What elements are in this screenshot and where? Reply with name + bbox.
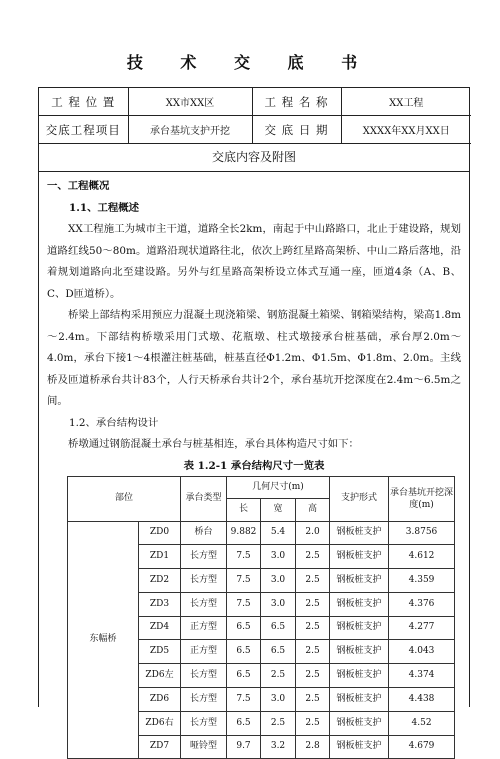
item-label: 交底工程项目: [39, 116, 128, 144]
width-cell: 2.5: [261, 711, 296, 735]
heading-project-overview: 1.1、工程概述: [47, 198, 461, 220]
support-cell: 钢板桩支护: [330, 640, 389, 664]
cap-type-cell: 长方型: [181, 688, 227, 712]
length-cell: 7.5: [227, 688, 261, 712]
location-value: XX市XX区: [128, 88, 252, 116]
height-cell: 2.5: [296, 592, 330, 616]
length-cell: 6.5: [227, 640, 261, 664]
width-cell: 3.0: [261, 592, 296, 616]
header-support: 支护形式: [330, 476, 389, 521]
height-cell: 2.5: [296, 569, 330, 593]
section-title: 交底内容及附图: [39, 144, 469, 172]
height-cell: 2.0: [296, 521, 330, 545]
document-frame: [38, 87, 470, 707]
pier-id-cell: ZD6右: [139, 711, 181, 735]
support-cell: 钢板桩支护: [330, 735, 389, 759]
depth-cell: 4.612: [389, 545, 455, 569]
width-cell: 6.5: [261, 640, 296, 664]
cap-type-cell: 哑铃型: [181, 735, 227, 759]
header-part: 部位: [68, 476, 181, 521]
length-cell: 6.5: [227, 664, 261, 688]
depth-cell: 3.8756: [389, 521, 455, 545]
width-cell: 2.5: [261, 664, 296, 688]
depth-cell: 4.359: [389, 569, 455, 593]
project-name-label: 工 程 名 称: [252, 88, 341, 116]
support-cell: 钢板桩支护: [330, 616, 389, 640]
pier-id-cell: ZD6: [139, 688, 181, 712]
length-cell: 7.5: [227, 545, 261, 569]
date-label: 交 底 日 期: [252, 116, 341, 144]
document-title: 技 术 交 底 书: [0, 50, 500, 73]
height-cell: 2.5: [296, 616, 330, 640]
cap-type-cell: 正方型: [181, 616, 227, 640]
length-cell: 7.5: [227, 592, 261, 616]
length-cell: 6.5: [227, 616, 261, 640]
width-cell: 3.0: [261, 688, 296, 712]
pier-id-cell: ZD0: [139, 521, 181, 545]
cap-type-cell: 长方型: [181, 711, 227, 735]
header-geometry: 几何尺寸(m): [227, 476, 330, 499]
support-cell: 钢板桩支护: [330, 545, 389, 569]
pier-id-cell: ZD2: [139, 569, 181, 593]
support-cell: 钢板桩支护: [330, 664, 389, 688]
cap-type-cell: 长方型: [181, 592, 227, 616]
height-cell: 2.5: [296, 640, 330, 664]
pier-id-cell: ZD7: [139, 735, 181, 759]
pier-id-cell: ZD3: [139, 592, 181, 616]
pier-id-cell: ZD5: [139, 640, 181, 664]
support-cell: 钢板桩支护: [330, 569, 389, 593]
depth-cell: 4.277: [389, 616, 455, 640]
height-cell: 2.8: [296, 735, 330, 759]
width-cell: 5.4: [261, 521, 296, 545]
cap-dimension-table: [67, 476, 455, 759]
cap-type-cell: 长方型: [181, 664, 227, 688]
width-cell: 3.0: [261, 545, 296, 569]
pier-id-cell: ZD6左: [139, 664, 181, 688]
height-cell: 2.5: [296, 545, 330, 569]
heading-cap-design: 1.2、承台结构设计: [47, 413, 461, 435]
content-area: [39, 176, 469, 759]
depth-cell: 4.374: [389, 664, 455, 688]
date-value: XXXX年XX月XX日: [341, 116, 471, 144]
support-cell: 钢板桩支护: [330, 711, 389, 735]
table-caption: 表 1.2-1 承台结构尺寸一览表: [47, 456, 461, 476]
pier-id-cell: ZD1: [139, 545, 181, 569]
length-cell: 9.7: [227, 735, 261, 759]
length-cell: 9.882: [227, 521, 261, 545]
item-value: 承台基坑支护开挖: [128, 116, 252, 144]
cap-type-cell: 正方型: [181, 640, 227, 664]
cap-type-cell: 桥台: [181, 521, 227, 545]
group-cell: 东幅桥: [68, 521, 139, 759]
table-row: [68, 521, 455, 545]
width-cell: 3.0: [261, 569, 296, 593]
height-cell: 2.5: [296, 688, 330, 712]
paragraph-1: XX工程施工为城市主干道，道路全长2km，南起于中山路路口，北止于建设路，规划道路红线50～80m。道路沿现状道路往北，依次上跨红星路高架桥、中山二路后落地，沿着规划道路向北至建设路。另外与红星路高架桥设立体式互通一座，匝道4条（A、B、C、D匝道桥）。: [47, 219, 461, 305]
header-height: 高: [296, 499, 330, 522]
length-cell: 7.5: [227, 569, 261, 593]
height-cell: 2.5: [296, 711, 330, 735]
width-cell: 6.5: [261, 616, 296, 640]
height-cell: 2.5: [296, 664, 330, 688]
depth-cell: 4.043: [389, 640, 455, 664]
header-length: 长: [227, 499, 261, 522]
paragraph-2: 桥梁上部结构采用预应力混凝土现浇箱梁、钢筋混凝土箱梁、钢箱梁结构，梁高1.8m～2.4m。下部结构桥墩采用门式墩、花瓶墩、柱式墩接承台桩基础，承台厚2.0m～4.0m，承台下接1～4根灌注桩基础，桩基直径Φ1.2m、Φ1.5m、Φ1.8m、2.0m。主线桥及匝道桥承台共计83个，人行天桥承台共计2个，承台基坑开挖深度在2.4m～6.5m之间。: [47, 305, 461, 413]
header-depth: 承台基坑开挖深度(m): [389, 476, 455, 521]
support-cell: 钢板桩支护: [330, 521, 389, 545]
header-type: 承台类型: [181, 476, 227, 521]
cap-type-cell: 长方型: [181, 545, 227, 569]
location-label: 工 程 位 置: [39, 88, 128, 116]
depth-cell: 4.52: [389, 711, 455, 735]
paragraph-3: 桥墩通过钢筋混凝土承台与桩基相连，承台具体构造尺寸如下：: [47, 434, 461, 456]
depth-cell: 4.376: [389, 592, 455, 616]
depth-cell: 4.438: [389, 688, 455, 712]
pier-id-cell: ZD4: [139, 616, 181, 640]
support-cell: 钢板桩支护: [330, 688, 389, 712]
header-width: 宽: [261, 499, 296, 522]
length-cell: 6.5: [227, 711, 261, 735]
width-cell: 3.2: [261, 735, 296, 759]
support-cell: 钢板桩支护: [330, 592, 389, 616]
depth-cell: 4.679: [389, 735, 455, 759]
cap-type-cell: 长方型: [181, 569, 227, 593]
info-table: [39, 88, 471, 144]
heading-overview: 一、工程概况: [47, 176, 461, 198]
project-name-value: XX工程: [341, 88, 471, 116]
